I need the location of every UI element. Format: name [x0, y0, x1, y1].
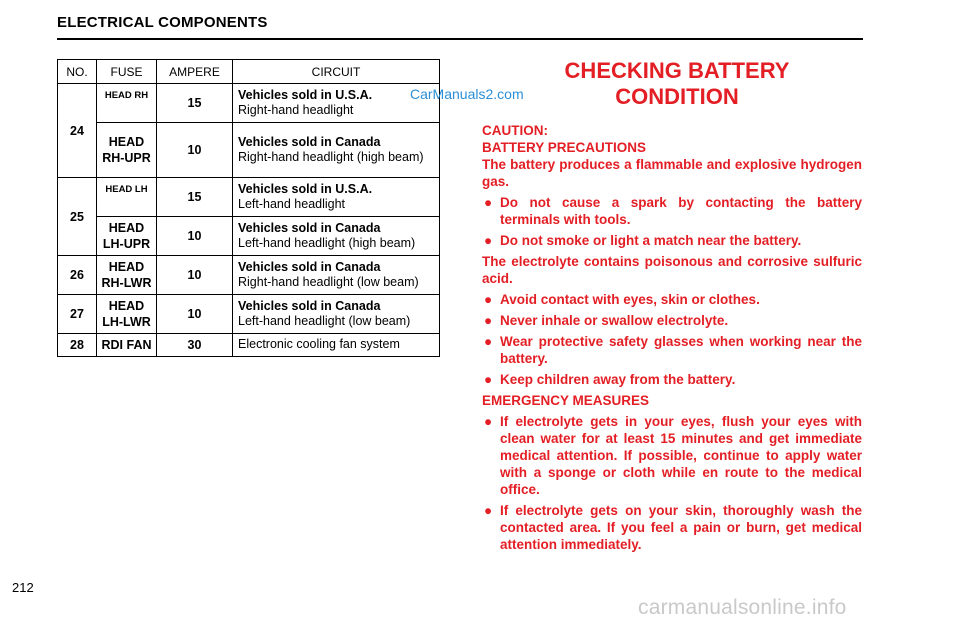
fuse-table [57, 59, 440, 357]
section-title-line1: CHECKING BATTERY [564, 58, 790, 83]
bullet-text: If electrolyte gets on your skin, thoroughly wash the contacted area. If you feel a pain or burn, get medical attention immediately. [500, 503, 862, 552]
bullet-icon: ● [484, 195, 493, 210]
bullet-text: If electrolyte gets in your eyes, flush your eyes with clean water for at least 15 minutes and get immediate medical attention. If possible, continue to apply water with a sponge or cloth while en route to the medical office. [500, 414, 862, 497]
cell-circuit [233, 123, 440, 178]
table-row [58, 178, 440, 217]
list-item [482, 312, 862, 329]
bullet-icon: ● [484, 414, 493, 429]
bullet-text: Keep children away from the battery. [500, 372, 736, 387]
cell-ampere: 10 [157, 217, 233, 256]
cell-circuit [233, 178, 440, 217]
column-header-no: NO. [58, 60, 97, 84]
cell-ampere: 10 [157, 123, 233, 178]
table-row [58, 295, 440, 334]
section-title [482, 58, 862, 110]
cell-circuit [233, 256, 440, 295]
bullet-icon: ● [484, 334, 493, 349]
page-header-title: ELECTRICAL COMPONENTS [57, 14, 268, 31]
cell-no: 24 [58, 84, 97, 178]
column-header-fuse: FUSE [97, 60, 157, 84]
cell-fuse [97, 123, 157, 178]
circuit-description: Left-hand headlight (low beam) [238, 313, 411, 328]
circuit-heading: Vehicles sold in U.S.A. [238, 87, 373, 102]
cell-ampere: 15 [157, 84, 233, 123]
cell-fuse [97, 256, 157, 295]
list-item [482, 232, 862, 249]
cell-circuit [233, 334, 440, 357]
page-number: 212 [12, 580, 34, 595]
cell-circuit [233, 217, 440, 256]
bullet-icon: ● [484, 503, 493, 518]
list-item [482, 371, 862, 388]
circuit-heading: Vehicles sold in Canada [238, 134, 381, 149]
cell-circuit [233, 84, 440, 123]
cell-circuit [233, 295, 440, 334]
fuse-label: HEAD RH-UPR [102, 135, 151, 165]
cell-ampere: 10 [157, 256, 233, 295]
bullet-text: Avoid contact with eyes, skin or clothes. [500, 292, 760, 307]
list-item [482, 413, 862, 498]
electrolyte-paragraph: The electrolyte contains poisonous and corrosive sulfuric acid. [482, 254, 862, 286]
cell-no: 25 [58, 178, 97, 256]
battery-section [482, 58, 862, 553]
watermark-text: CarManuals2.com [410, 86, 524, 102]
list-item [482, 502, 862, 553]
list-item [482, 194, 862, 228]
cell-ampere: 10 [157, 295, 233, 334]
cell-fuse [97, 295, 157, 334]
section-title-line2: CONDITION [615, 84, 739, 109]
circuit-description: Right-hand headlight (low beam) [238, 274, 419, 289]
header-rule [57, 38, 863, 40]
cell-fuse [97, 217, 157, 256]
table-row [58, 334, 440, 357]
table-row [58, 256, 440, 295]
circuit-heading: Vehicles sold in Canada [238, 298, 381, 313]
bullet-icon: ● [484, 292, 493, 307]
column-header-circuit: CIRCUIT [233, 60, 440, 84]
cell-no: 28 [58, 334, 97, 357]
bullet-text: Never inhale or swallow electrolyte. [500, 313, 729, 328]
fuse-label: HEAD LH-UPR [102, 221, 151, 251]
footer-logo-text: carmanualsonline.info [638, 596, 847, 619]
circuit-description: Left-hand headlight (high beam) [238, 235, 416, 250]
bullet-text: Wear protective safety glasses when working near the battery. [500, 334, 862, 366]
emergency-heading: EMERGENCY MEASURES [482, 393, 650, 408]
precautions-heading: BATTERY PRECAUTIONS [482, 140, 647, 155]
cell-ampere: 15 [157, 178, 233, 217]
column-header-ampere: AMPERE [157, 60, 233, 84]
cell-fuse: RDI FAN [97, 334, 157, 357]
fuse-label: HEAD LH-LWR [102, 299, 151, 329]
cell-no: 26 [58, 256, 97, 295]
circuit-description: Electronic cooling fan system [238, 337, 400, 351]
bullet-text: Do not smoke or light a match near the battery. [500, 233, 802, 248]
intro-paragraph: The battery produces a flammable and explosive hydrogen gas. [482, 157, 862, 189]
circuit-heading: Vehicles sold in Canada [238, 259, 381, 274]
table-row [58, 123, 440, 178]
cell-fuse: HEAD RH [97, 84, 157, 123]
bullet-text: Do not cause a spark by contacting the battery terminals with tools. [500, 195, 862, 227]
cell-no: 27 [58, 295, 97, 334]
circuit-description: Left-hand headlight [238, 196, 346, 211]
list-item [482, 333, 862, 367]
list-item [482, 291, 862, 308]
table-header-row [58, 60, 440, 84]
bullet-icon: ● [484, 233, 493, 248]
circuit-heading: Vehicles sold in U.S.A. [238, 181, 373, 196]
table-row [58, 84, 440, 123]
cell-fuse: HEAD LH [97, 178, 157, 217]
table-row [58, 217, 440, 256]
cell-ampere: 30 [157, 334, 233, 357]
circuit-description: Right-hand headlight (high beam) [238, 149, 424, 164]
circuit-description: Right-hand headlight [238, 102, 354, 117]
bullet-icon: ● [484, 313, 493, 328]
bullet-icon: ● [484, 372, 493, 387]
fuse-label: HEAD RH-LWR [101, 260, 152, 290]
circuit-heading: Vehicles sold in Canada [238, 220, 381, 235]
caution-label: CAUTION: [482, 123, 548, 138]
